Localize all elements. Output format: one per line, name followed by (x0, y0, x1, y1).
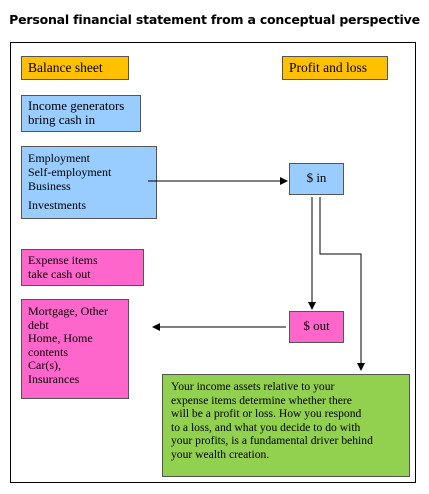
income-summary-line: Income generators (28, 98, 125, 113)
cash-in-to-conclusion-arrow (320, 197, 361, 370)
conclusion-line: your profits, is a fundamental driver behind (171, 434, 373, 448)
income-item: Investments (28, 198, 86, 212)
conclusion-line: your wealth creation. (171, 447, 270, 461)
expense-item: Mortgage, Other (28, 304, 108, 318)
conclusion-line: to a loss, and what you decide to do with (171, 420, 361, 434)
expense-summary-line: take cash out (28, 267, 91, 281)
expense-summary-line: Expense items (28, 253, 98, 267)
expense-item: Home, Home (28, 331, 93, 345)
diagram-title: Personal financial statement from a conceptual perspective (9, 12, 420, 27)
conclusion-line: will be a profit or loss. How you respond (171, 407, 362, 421)
conclusion-line: Your income assets relative to your (171, 380, 335, 393)
profit-and-loss-label: Profit and loss (289, 60, 368, 75)
balance-sheet-label: Balance sheet (28, 60, 103, 75)
conclusion-line: expense items determine whether there (171, 393, 352, 407)
expense-item: Insurances (28, 371, 80, 386)
expense-item: Car(s), (28, 358, 61, 372)
cash-out-label: $ out (303, 318, 330, 333)
income-summary-line: bring cash in (28, 112, 96, 127)
income-item: Business (28, 179, 71, 193)
income-item: Employment (28, 151, 90, 165)
expense-item: debt (28, 317, 49, 332)
expense-item: contents (28, 344, 68, 359)
income-item: Self-employment (28, 165, 112, 179)
cash-in-label: $ in (306, 170, 327, 185)
